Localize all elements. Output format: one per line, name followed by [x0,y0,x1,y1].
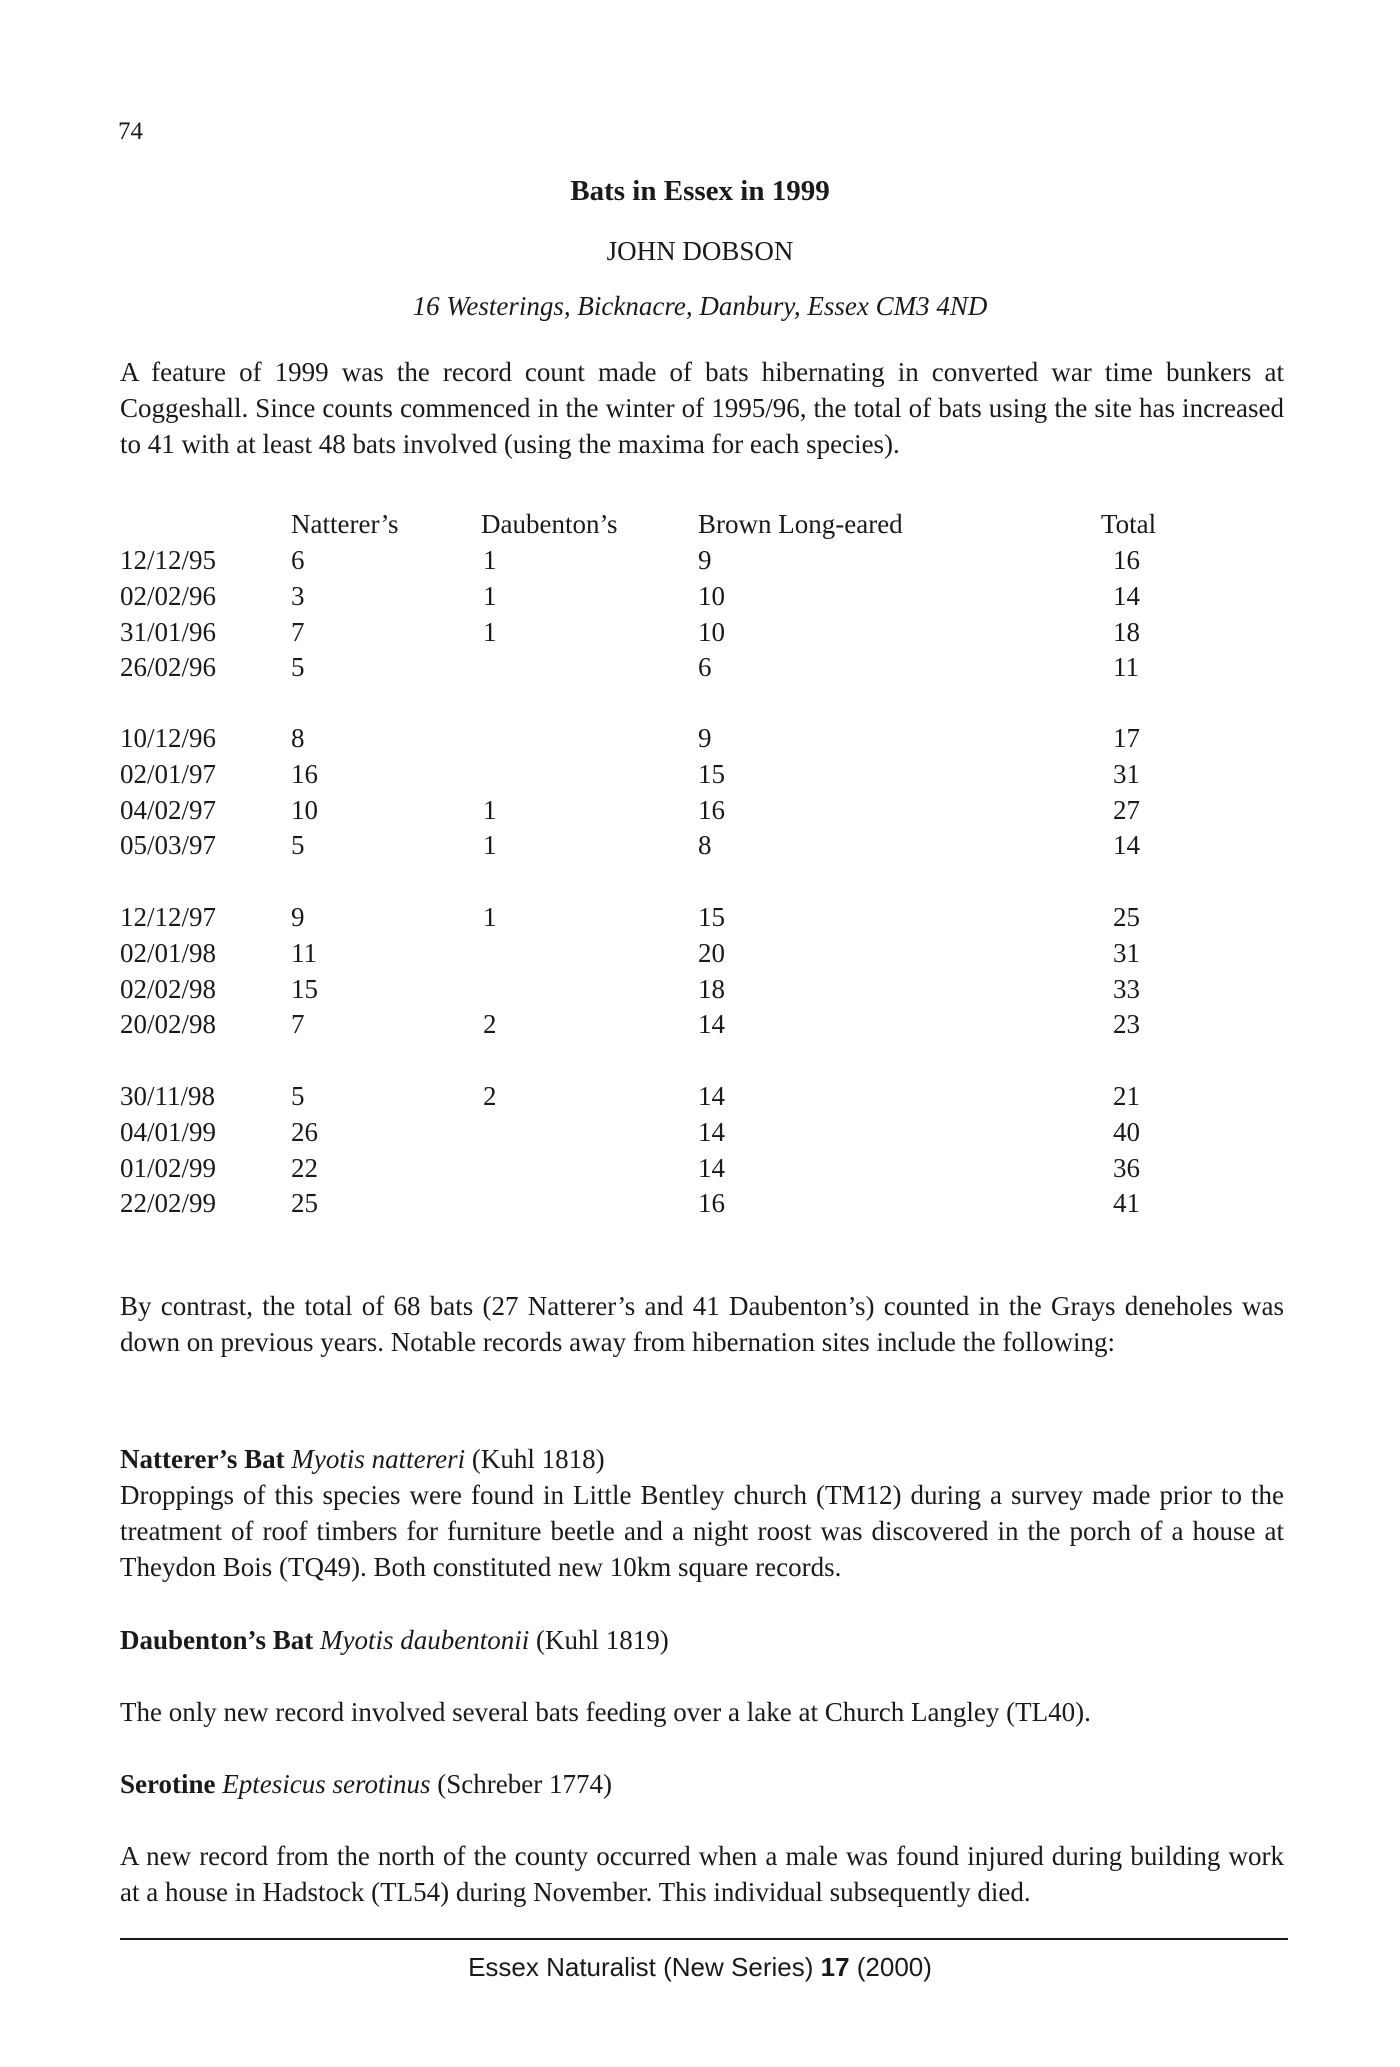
page-number: 74 [118,118,143,145]
species-latin-name: Myotis nattereri [291,1444,466,1474]
journal-name: Essex Naturalist (New Series) [468,1952,814,1982]
cell-brown-long-eared: 14 [698,1009,725,1040]
cell-total: 27 [1113,794,1140,825]
cell-total: 33 [1113,973,1140,1004]
cell-brown-long-eared: 8 [698,830,712,861]
cell-date: 04/01/99 [120,1116,217,1147]
cell-date: 02/02/96 [120,580,217,611]
cell-date: 10/12/96 [120,723,217,753]
species-text-natterers: Droppings of this species were found in Little Bentley church (TM12) during a survey made prior to the treatment of roof timbers for furniture beetle and a night roost was discovered in the porch of a house at Theydon Bois (TQ49). Both constituted new 10km square records. [120,1480,1284,1582]
journal-footer [0,1952,1400,1983]
cell-date: 12/12/97 [120,902,217,932]
species-authority: (Kuhl 1819) [536,1625,669,1655]
cell-total: 31 [1113,758,1140,789]
cell-date: 30/11/98 [120,1081,216,1111]
cell-brown-long-eared: 16 [698,1188,725,1219]
contrast-paragraph [120,1288,1284,1360]
cell-brown-long-eared: 15 [698,902,725,932]
author-name: JOHN DOBSON [606,236,794,266]
cell-total: 14 [1113,580,1140,611]
cell-brown-long-eared: 6 [698,652,712,683]
cell-daubentons: 2 [483,1081,497,1111]
species-text-serotine: A new record from the north of the county occurred when a male was found injured during building work at a house in Hadstock (TL54) during November. This individual subsequently died. [120,1841,1284,1907]
footer-rule [120,1938,1288,1940]
cell-date: 02/02/98 [120,973,217,1004]
species-common-name: Serotine [120,1769,216,1799]
contrast-text: By contrast, the total of 68 bats (27 Natterer’s and 41 Daubenton’s) counted in the Grays deneholes was down on previous years. Notable records away from hibernation sites include the following: [120,1291,1284,1357]
cell-natterers: 8 [291,723,305,753]
cell-natterers: 9 [291,902,305,932]
cell-total: 25 [1113,902,1140,932]
cell-total: 36 [1113,1152,1140,1183]
cell-daubentons: 2 [483,1009,497,1040]
species-heading-daubentons [120,1622,1284,1658]
cell-natterers: 5 [291,652,305,683]
cell-total: 40 [1113,1116,1140,1147]
cell-natterers: 3 [291,580,305,611]
header-daubentons: Daubenton’s [481,509,618,539]
cell-natterers: 7 [291,616,305,647]
species-heading-natterers [120,1441,1284,1477]
species-common-name: Daubenton’s Bat [120,1625,314,1655]
cell-brown-long-eared: 14 [698,1116,725,1147]
cell-daubentons: 1 [483,794,497,825]
cell-natterers: 25 [291,1188,318,1219]
cell-brown-long-eared: 10 [698,580,725,611]
species-latin-name: Myotis daubentonii [320,1625,530,1655]
cell-natterers: 26 [291,1116,318,1147]
journal-year: (2000) [856,1952,932,1982]
cell-total: 23 [1113,1009,1140,1040]
cell-brown-long-eared: 9 [698,545,712,575]
species-heading-serotine [120,1766,1284,1802]
header-total: Total [1101,509,1157,539]
cell-daubentons: 1 [483,616,497,647]
cell-total: 21 [1113,1081,1140,1111]
intro-text: A feature of 1999 was the record count made of bats hibernating in converted war time bunkers at Coggeshall. Since counts commenced in the winter of 1995/96, the total of bats using the site has increased to 41 with at least 48 bats involved (using the maxima for each species). [120,357,1284,459]
cell-total: 14 [1113,830,1140,861]
cell-brown-long-eared: 14 [698,1152,725,1183]
cell-natterers: 11 [291,937,317,968]
cell-brown-long-eared: 20 [698,937,725,968]
cell-natterers: 6 [291,545,305,575]
cell-date: 26/02/96 [120,652,217,683]
cell-natterers: 5 [291,830,305,861]
cell-brown-long-eared: 9 [698,723,712,753]
cell-total: 31 [1113,937,1140,968]
species-common-name: Natterer’s Bat [120,1444,285,1474]
cell-brown-long-eared: 14 [698,1081,725,1111]
cell-total: 17 [1113,723,1140,753]
cell-date: 12/12/95 [120,545,217,575]
cell-natterers: 16 [291,758,318,789]
cell-total: 18 [1113,616,1140,647]
cell-natterers: 10 [291,794,318,825]
journal-volume: 17 [820,1952,850,1982]
cell-natterers: 5 [291,1081,305,1111]
cell-date: 20/02/98 [120,1009,217,1040]
cell-date: 02/01/97 [120,758,217,789]
cell-natterers: 15 [291,973,318,1004]
cell-daubentons: 1 [483,545,497,575]
cell-total: 41 [1113,1188,1140,1219]
species-authority: (Kuhl 1818) [471,1444,605,1474]
cell-natterers: 7 [291,1009,305,1040]
cell-date: 04/02/97 [120,794,217,825]
species-authority: (Schreber 1774) [437,1769,612,1799]
cell-daubentons: 1 [483,580,497,611]
cell-date: 01/02/99 [120,1152,217,1183]
cell-brown-long-eared: 18 [698,973,725,1004]
species-latin-name: Eptesicus serotinus [222,1769,431,1799]
header-brown-long-eared: Brown Long-eared [698,509,903,539]
cell-daubentons: 1 [483,902,497,932]
article-title: Bats in Essex in 1999 [570,175,830,207]
cell-brown-long-eared: 16 [698,794,725,825]
species-text-daubentons: The only new record involved several bats feeding over a lake at Church Langley (TL40). [120,1697,1091,1727]
intro-paragraph [120,354,1284,462]
cell-date: 02/01/98 [120,937,217,968]
cell-daubentons: 1 [483,830,497,861]
cell-brown-long-eared: 10 [698,616,725,647]
cell-total: 11 [1113,652,1139,683]
cell-date: 22/02/99 [120,1188,217,1219]
cell-date: 05/03/97 [120,830,217,861]
cell-total: 16 [1113,545,1140,575]
cell-date: 31/01/96 [120,616,217,647]
cell-natterers: 22 [291,1152,318,1183]
author-address: 16 Westerings, Bicknacre, Danbury, Essex CM3 4ND [412,291,988,321]
cell-brown-long-eared: 15 [698,758,725,789]
header-natterers: Natterer’s [291,509,399,539]
